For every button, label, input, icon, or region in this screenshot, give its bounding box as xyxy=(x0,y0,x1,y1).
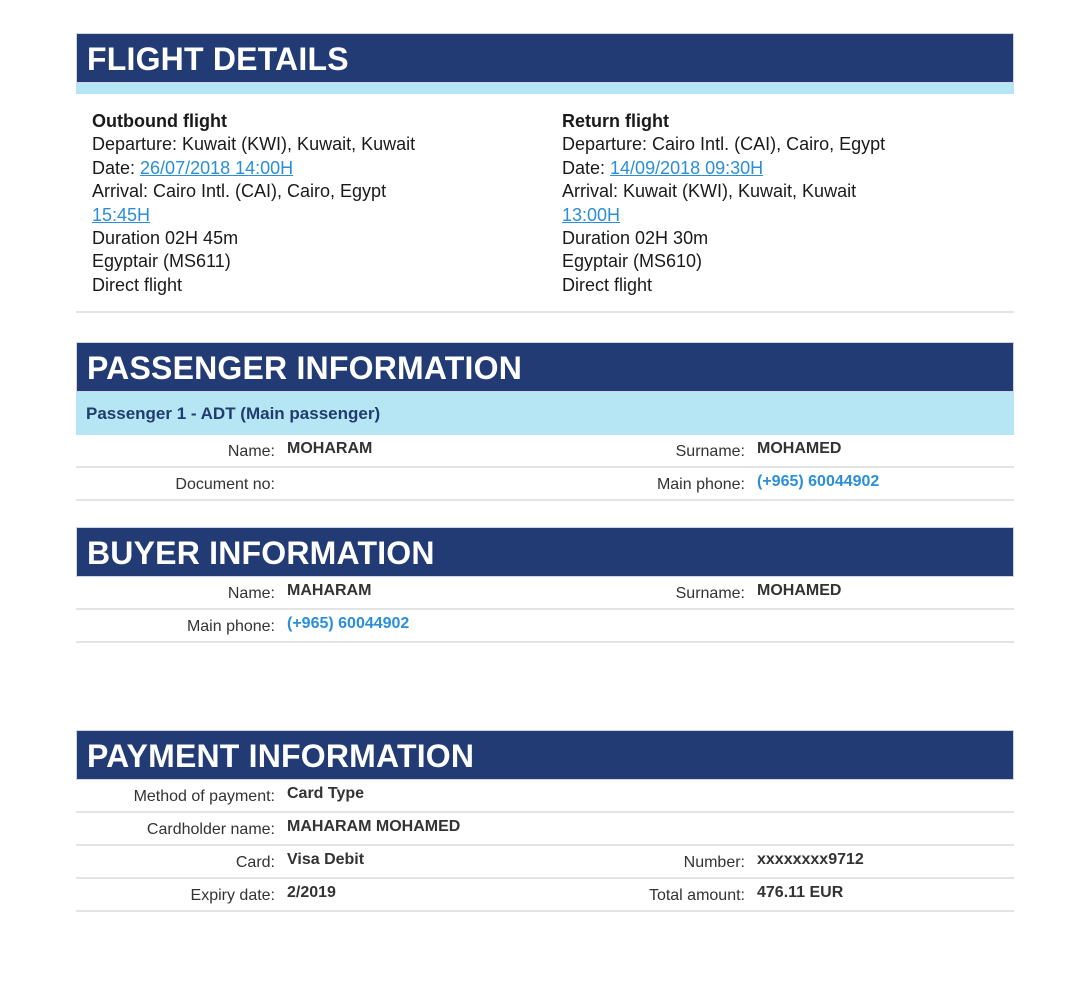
return-flight-title: Return flight xyxy=(562,111,669,131)
outbound-flight-type: Direct flight xyxy=(92,274,183,295)
return-arrival: Arrival: Kuwait (KWI), Kuwait, Kuwait xyxy=(562,181,857,202)
passenger-phone-link[interactable]: (+965) 60044902 xyxy=(757,473,880,490)
total-amount-label: Total amount: xyxy=(648,887,745,904)
buyer-phone-link[interactable]: (+965) 60044902 xyxy=(287,615,410,632)
payment-method-value: Card Type xyxy=(287,785,365,802)
cardholder-row xyxy=(76,813,1014,846)
expiry-row xyxy=(76,879,1014,912)
flight-details-section xyxy=(76,33,1014,313)
buyer-info-heading: BUYER INFORMATION xyxy=(76,527,1014,577)
outbound-airline: Egyptair (MS611) xyxy=(92,251,231,272)
passenger-document-row xyxy=(76,468,1014,501)
flights-panel xyxy=(76,94,1014,313)
section-divider-strip xyxy=(76,83,1014,94)
return-flight-column xyxy=(562,110,885,297)
card-row xyxy=(76,846,1014,879)
expiry-label: Expiry date: xyxy=(190,887,275,904)
card-label: Card: xyxy=(235,854,275,871)
passenger-surname-value: MOHAMED xyxy=(757,440,842,457)
flight-details-heading: FLIGHT DETAILS xyxy=(76,33,1014,83)
payment-info-heading: PAYMENT INFORMATION xyxy=(76,730,1014,780)
passenger-name-value: MOHARAM xyxy=(287,440,373,457)
buyer-name-value: MAHARAM xyxy=(287,582,372,599)
passenger-name-row xyxy=(76,435,1014,468)
buyer-info-section xyxy=(76,527,1014,643)
outbound-date-line xyxy=(92,157,415,180)
payment-method-row xyxy=(76,780,1014,813)
buyer-surname-value: MOHAMED xyxy=(757,582,842,599)
return-airline: Egyptair (MS610) xyxy=(562,251,703,272)
buyer-surname-label: Surname: xyxy=(675,585,745,602)
passenger-phone-label: Main phone: xyxy=(656,476,745,493)
card-value: Visa Debit xyxy=(287,851,365,868)
outbound-departure: Departure: Kuwait (KWI), Kuwait, Kuwait xyxy=(92,134,416,155)
card-number-value: xxxxxxxx9712 xyxy=(757,851,864,868)
outbound-arrival-time-link[interactable]: 15:45H xyxy=(92,204,151,225)
buyer-name-label: Name: xyxy=(227,585,275,602)
outbound-date-label: Date: xyxy=(92,157,141,178)
payment-method-label: Method of payment: xyxy=(133,788,275,805)
return-date-line xyxy=(562,157,885,180)
return-duration: Duration 02H 30m xyxy=(562,228,709,249)
outbound-date-link[interactable]: 26/07/2018 14:00H xyxy=(140,157,294,178)
cardholder-value: MAHARAM MOHAMED xyxy=(287,818,461,835)
buyer-phone-label: Main phone: xyxy=(186,618,275,635)
return-flight-type: Direct flight xyxy=(562,274,653,295)
outbound-flight-column xyxy=(92,110,415,297)
outbound-flight-title: Outbound flight xyxy=(92,111,227,131)
card-number-label: Number: xyxy=(683,854,745,871)
outbound-arrival: Arrival: Cairo Intl. (CAI), Cairo, Egypt xyxy=(92,181,387,202)
passenger-surname-label: Surname: xyxy=(675,443,745,460)
total-amount-value: 476.11 EUR xyxy=(757,884,844,901)
cardholder-label: Cardholder name: xyxy=(146,821,275,838)
return-date-label: Date: xyxy=(562,157,611,178)
payment-info-section xyxy=(76,730,1014,912)
passenger-info-heading: PASSENGER INFORMATION xyxy=(76,342,1014,392)
buyer-name-row xyxy=(76,577,1014,610)
buyer-phone-row xyxy=(76,610,1014,643)
passenger-document-label: Document no: xyxy=(175,476,275,493)
return-arrival-time-link[interactable]: 13:00H xyxy=(562,204,621,225)
expiry-value: 2/2019 xyxy=(287,884,336,901)
passenger-name-label: Name: xyxy=(227,443,275,460)
passenger-info-section xyxy=(76,342,1014,501)
return-date-link[interactable]: 14/09/2018 09:30H xyxy=(610,157,764,178)
outbound-duration: Duration 02H 45m xyxy=(92,228,239,249)
return-departure: Departure: Cairo Intl. (CAI), Cairo, Egypt xyxy=(562,134,886,155)
passenger-subheading: Passenger 1 - ADT (Main passenger) xyxy=(76,392,1014,435)
